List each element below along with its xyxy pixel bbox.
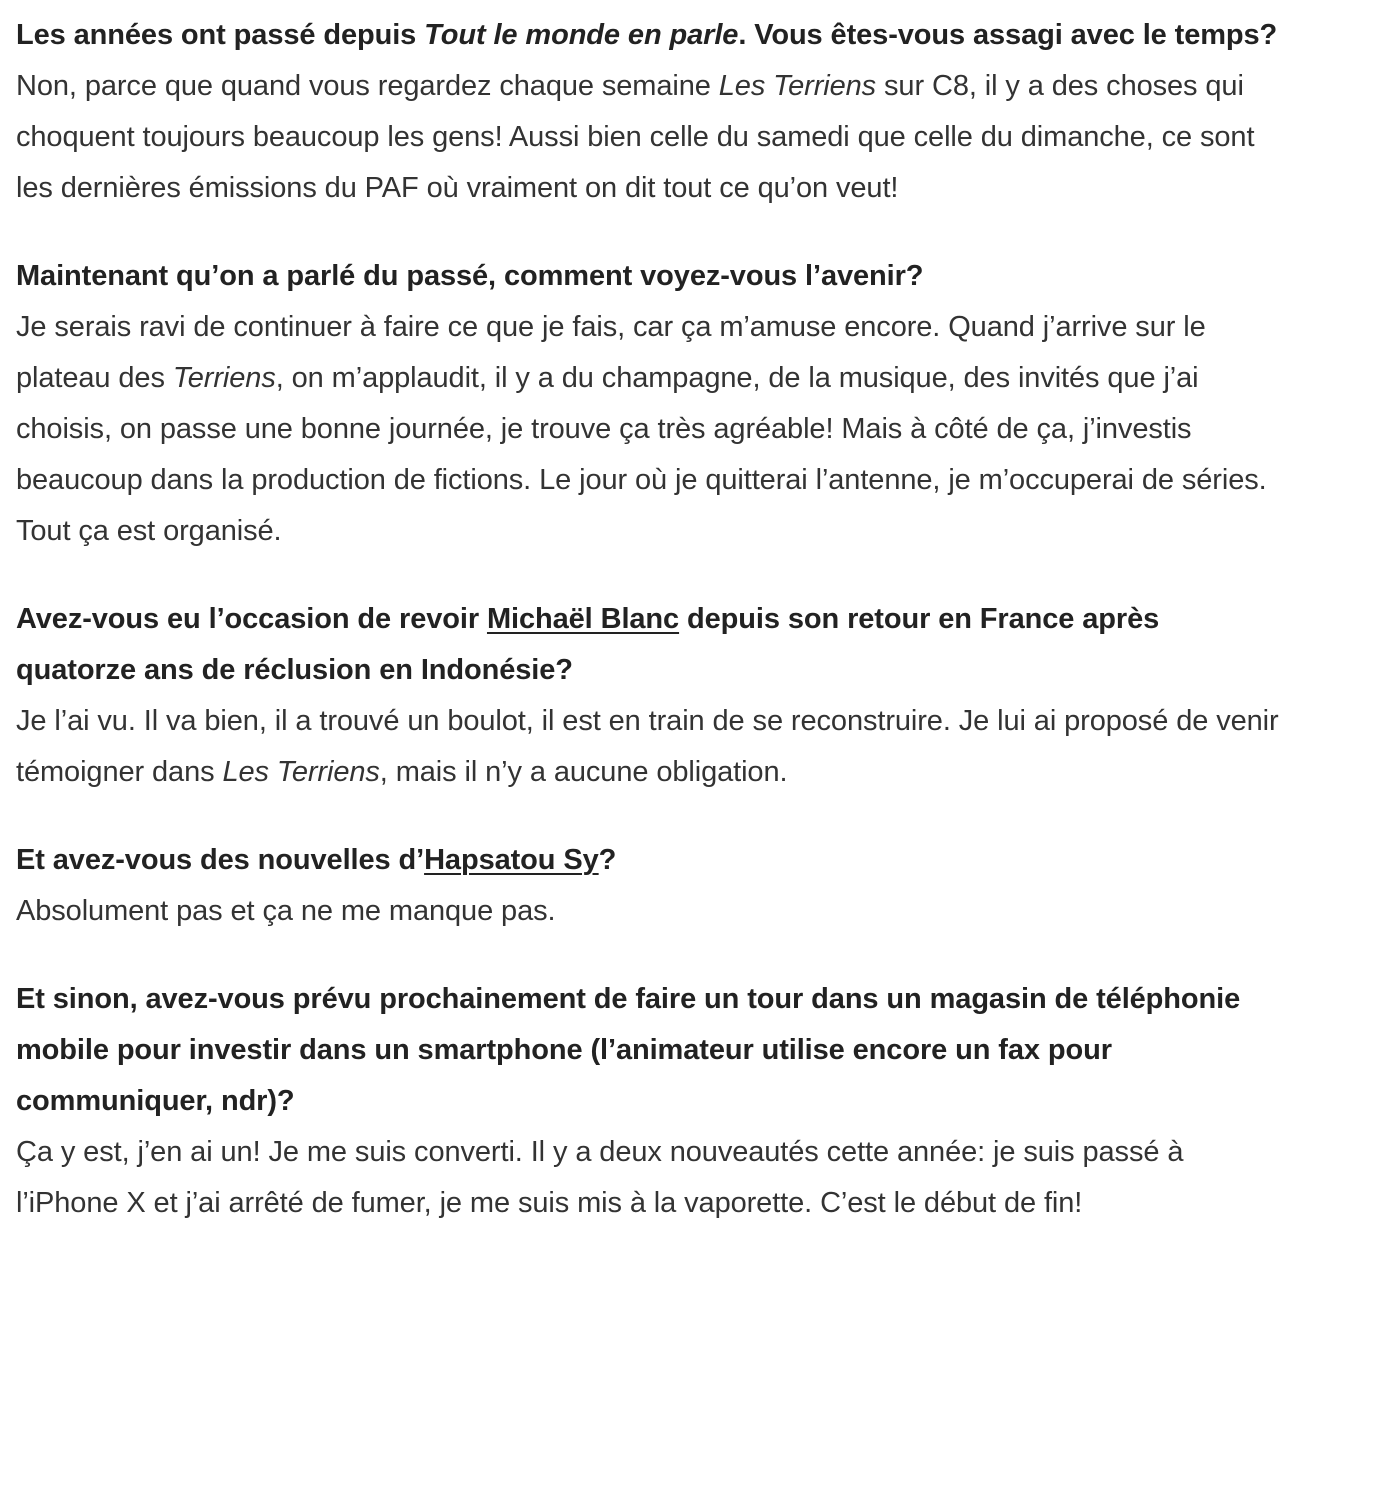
interview-question	[16, 974, 1286, 1127]
michael-blanc-link[interactable]: Michaël Blanc	[486, 603, 680, 635]
answer-text: Je serais ravi de continuer à faire ce que je fais, car ça m’amuse encore. Quand j’arrive sur le plateau des	[16, 311, 1206, 394]
question-text: Et sinon, avez-vous prévu prochainement de faire un tour dans un magasin de téléphonie mobile pour investir dans un smartphone (l’animateur utilise encore un fax pour communiquer, ndr)?	[16, 983, 1241, 1117]
answer-text: , on m’applaudit, il y a du champagne, de la musique, des invités que j’ai choisis, on passe une bonne journée, je trouve ça très agréable! Mais à côté de ça, j’investis beaucoup dans la production de fictions. Le jour où je quitterai l’antenne, je m’occuperai de séries. Tout ça est organisé.	[16, 362, 1267, 547]
interview-answer	[16, 1127, 1286, 1229]
question-text: ?	[598, 844, 617, 876]
answer-text: Ça y est, j’en ai un! Je me suis converti. Il y a deux nouveautés cette année: je suis passé à l’iPhone X et j’ai arrêté de fumer, je me suis mis à la vaporette. C’est le début de fin!	[16, 1136, 1184, 1219]
qa-block	[16, 835, 1286, 937]
question-text: . Vous êtes-vous assagi avec le temps?	[738, 19, 1278, 51]
qa-block	[16, 594, 1286, 798]
question-text: Avez-vous eu l’occasion de revoir	[16, 603, 487, 635]
qa-block	[16, 10, 1286, 214]
interview-question	[16, 251, 1286, 302]
answer-text: , mais il n’y a aucune obligation.	[379, 756, 788, 788]
question-text: Maintenant qu’on a parlé du passé, comment voyez-vous l’avenir?	[16, 260, 924, 292]
question-text: Et avez-vous des nouvelles d’	[16, 844, 425, 876]
qa-block	[16, 251, 1286, 557]
interview-answer	[16, 302, 1286, 557]
answer-text: Je l’ai vu. Il va bien, il a trouvé un boulot, il est en train de se reconstruire. Je lui ai proposé de venir témoigner dans	[16, 705, 1279, 788]
show-title: Tout le monde en parle	[424, 19, 739, 51]
question-text: Les années ont passé depuis	[16, 19, 425, 51]
interview-answer	[16, 886, 1286, 937]
show-title: Les Terriens	[222, 756, 380, 788]
answer-text: sur C8, il y a des choses qui choquent toujours beaucoup les gens! Aussi bien celle du samedi que celle du dimanche, ce sont les dernières émissions du PAF où vraiment on dit tout ce qu’on veut!	[16, 70, 1255, 204]
answer-text: Non, parce que quand vous regardez chaque semaine	[16, 70, 719, 102]
interview-answer	[16, 61, 1286, 214]
interview-question	[16, 835, 1286, 886]
show-title: Les Terriens	[718, 70, 877, 102]
qa-block	[16, 974, 1286, 1229]
interview-answer	[16, 696, 1286, 798]
interview-article	[16, 10, 1286, 1266]
interview-question	[16, 10, 1286, 61]
question-text: depuis son retour en France après quatorze ans de réclusion en Indonésie?	[16, 603, 1160, 686]
answer-text: Absolument pas et ça ne me manque pas.	[16, 895, 556, 927]
show-title: Terriens	[172, 362, 276, 394]
hapsatou-sy-link[interactable]: Hapsatou Sy	[424, 844, 599, 876]
interview-question	[16, 594, 1286, 696]
